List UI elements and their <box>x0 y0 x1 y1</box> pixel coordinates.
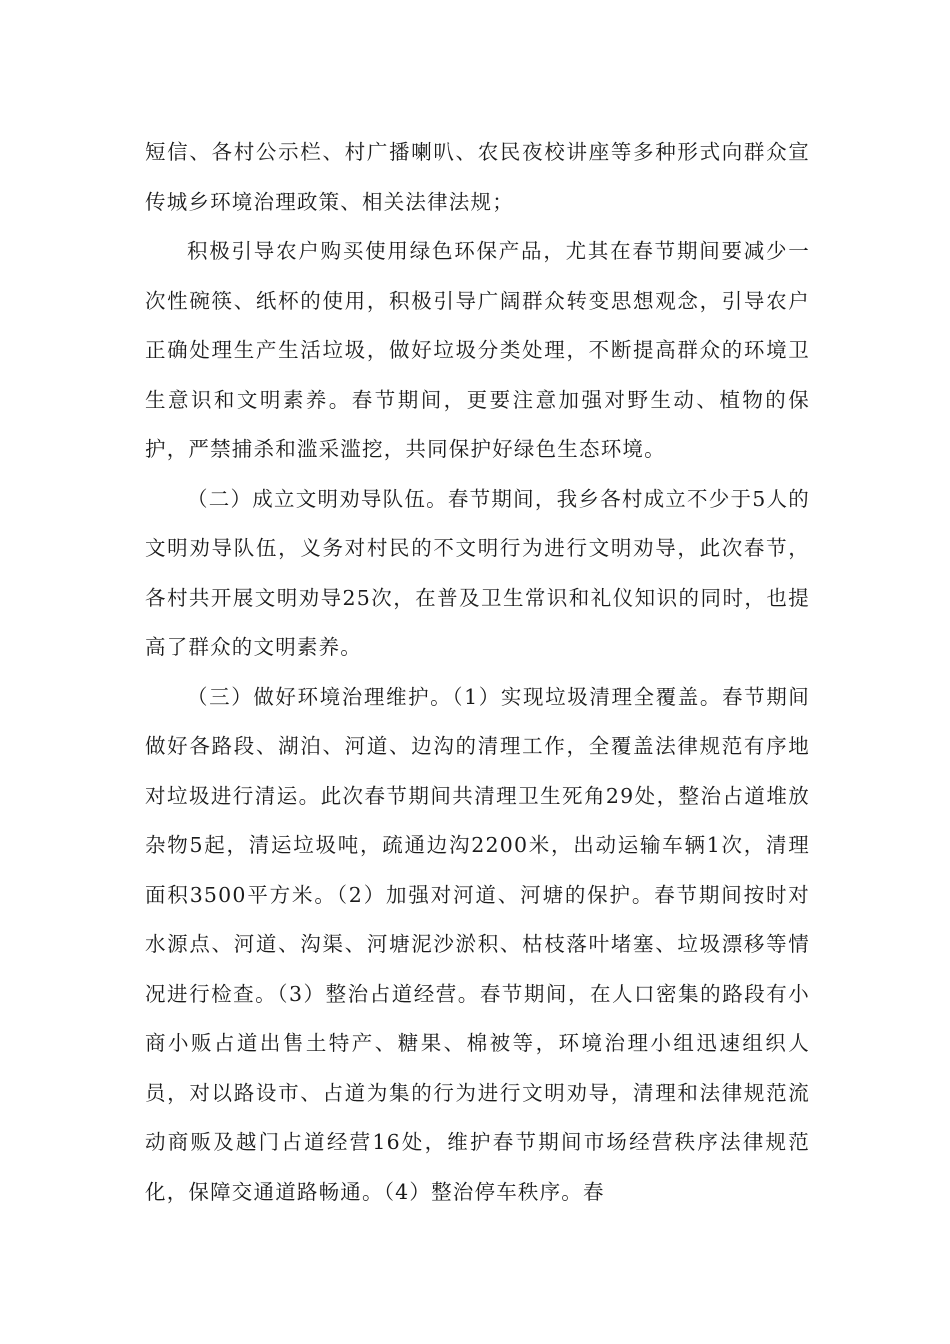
paragraph-3: （二）成立文明劝导队伍。春节期间，我乡各村成立不少于5人的文明劝导队伍，义务对村民的不文明行为进行文明劝导，此次春节，各村共开展文明劝导25次，在普及卫生常识和礼仪知识的同时，也提高了群众的文明素养。 <box>145 486 810 659</box>
paragraph-4: （三）做好环境治理维护。（1）实现垃圾清理全覆盖。春节期间做好各路段、湖泊、河道、边沟的清理工作，全覆盖法律规范有序地对垃圾进行清运。此次春节期间共清理卫生死角29处，整治占道堆放杂物5起，清运垃圾吨，疏通边沟2200米，出动运输车辆1次，清理面积3500平方米。（2）加强对河道、河塘的保护。春节期间按时对水源点、河道、沟渠、河塘泥沙淤积、枯枝落叶堵塞、垃圾漂移等情况进行检查。（3）整治占道经营。春节期间，在人口密集的路段有小商小贩占道出售土特产、糖果、棉被等，环境治理小组迅速组织人员，对以路设市、占道为集的行为进行文明劝导，清理和法律规范流动商贩及越门占道经营16处，维护春节期间市场经营秩序法律规范化，保障交通道路畅通。（4）整治停车秩序。春 <box>145 684 810 1204</box>
paragraph-1: 短信、各村公示栏、村广播喇叭、农民夜校讲座等多种形式向群众宣传城乡环境治理政策、相关法律法规； <box>145 140 810 214</box>
paragraph-2: 积极引导农户购买使用绿色环保产品，尤其在春节期间要减少一次性碗筷、纸杯的使用，积极引导广阔群众转变思想观念，引导农户正确处理生产生活垃圾，做好垃圾分类处理，不断提高群众的环境卫生意识和文明素养。春节期间，更要注意加强对野生动、植物的保护，严禁捕杀和滥采滥挖，共同保护好绿色生态环境。 <box>145 239 810 461</box>
